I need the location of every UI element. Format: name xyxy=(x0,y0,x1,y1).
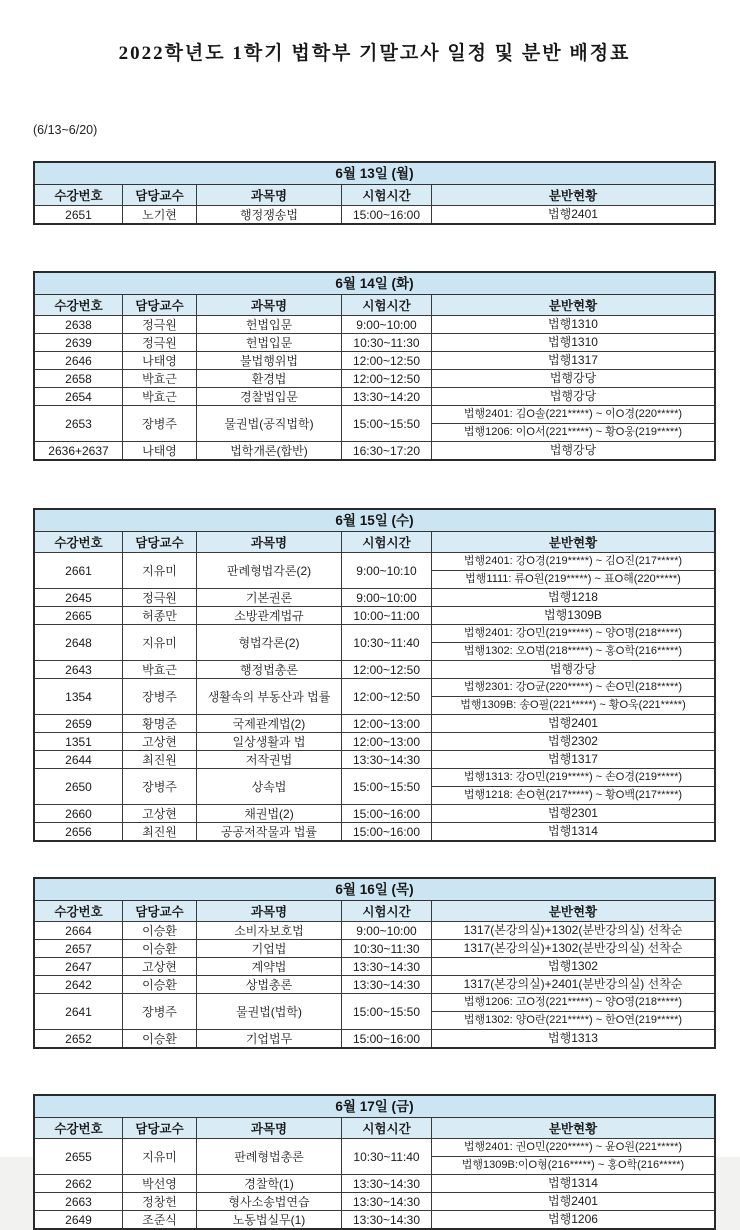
assignment-line: 법행2301: 강O균(220*****) ~ 손O민(218*****) xyxy=(463,681,683,693)
cell-exam-time: 10:30~11:40 xyxy=(342,625,432,660)
cell-course-code: 2648 xyxy=(35,625,123,660)
column-header-row xyxy=(35,532,714,553)
cell-section-assignment xyxy=(432,206,714,223)
cell-exam-time: 15:00~16:00 xyxy=(342,206,432,223)
assignment-line: 법행2401: 권O민(220*****) ~ 윤O원(221*****) xyxy=(463,1141,683,1153)
cell-course-code: 2664 xyxy=(35,922,123,939)
column-header: 수강번호 xyxy=(35,532,123,552)
cell-section-assignment xyxy=(432,625,714,660)
table-row xyxy=(35,769,714,805)
cell-section-assignment xyxy=(432,1175,714,1192)
cell-section-assignment xyxy=(432,661,714,678)
assignment-line: 법행강당 xyxy=(549,443,597,457)
cell-exam-time: 15:00~16:00 xyxy=(342,823,432,840)
cell-section-assignment xyxy=(432,1211,714,1228)
cell-section-assignment xyxy=(432,958,714,975)
column-header: 과목명 xyxy=(197,532,342,552)
table-row xyxy=(35,370,714,388)
cell-professor: 이승환 xyxy=(123,1030,197,1047)
table-row xyxy=(35,823,714,840)
column-header: 수강번호 xyxy=(35,901,123,921)
cell-exam-time: 16:30~17:20 xyxy=(342,442,432,459)
assignment-line: 법행강당 xyxy=(549,389,597,403)
cell-exam-time: 12:00~13:00 xyxy=(342,715,432,732)
cell-professor: 장병주 xyxy=(123,679,197,714)
table-day-header: 6월 13일 (월) xyxy=(35,163,714,185)
cell-section-assignment xyxy=(432,994,714,1029)
cell-section-assignment xyxy=(432,922,714,939)
cell-professor: 나태영 xyxy=(123,442,197,459)
assignment-line: 법행1302: 양O란(221*****) ~ 한O연(219*****) xyxy=(432,1011,714,1029)
cell-exam-time: 12:00~12:50 xyxy=(342,679,432,714)
cell-professor: 정극원 xyxy=(123,316,197,333)
assignment-line: 법행1313 xyxy=(548,1031,598,1045)
cell-professor: 노기현 xyxy=(123,206,197,223)
table-row xyxy=(35,589,714,607)
column-header: 수강번호 xyxy=(35,295,123,315)
column-header: 시험시간 xyxy=(342,901,432,921)
assignment-line: 법행1309B: 송O필(221*****) ~ 황O욱(221*****) xyxy=(432,696,714,714)
table-row xyxy=(35,715,714,733)
cell-course-name: 상법총론 xyxy=(197,976,342,993)
cell-section-assignment xyxy=(432,334,714,351)
assignment-line: 1317(본강의실)+2401(분반강의실) 선착순 xyxy=(463,977,683,991)
cell-course-code: 2650 xyxy=(35,769,123,804)
assignment-line: 법행1218: 손O현(217*****) ~ 황O백(217*****) xyxy=(432,786,714,804)
cell-section-assignment xyxy=(432,976,714,993)
cell-exam-time: 13:30~14:30 xyxy=(342,958,432,975)
column-header: 과목명 xyxy=(197,1118,342,1138)
cell-section-assignment xyxy=(432,553,714,588)
cell-exam-time: 12:00~13:00 xyxy=(342,733,432,750)
column-header: 과목명 xyxy=(197,185,342,205)
exam-day-table xyxy=(33,1094,716,1230)
column-header: 시험시간 xyxy=(342,295,432,315)
table-row xyxy=(35,661,714,679)
cell-section-assignment xyxy=(432,733,714,750)
table-row xyxy=(35,1175,714,1193)
table-row xyxy=(35,751,714,769)
cell-course-name: 일상생활과 법 xyxy=(197,733,342,750)
cell-course-name: 헌법입문 xyxy=(197,334,342,351)
column-header: 분반현황 xyxy=(548,189,598,203)
cell-professor: 박효근 xyxy=(123,661,197,678)
exam-day-table xyxy=(33,161,716,225)
table-row xyxy=(35,976,714,994)
cell-professor: 정극원 xyxy=(123,589,197,606)
assignment-line: 법행1310 xyxy=(548,317,598,331)
cell-course-name: 상속법 xyxy=(197,769,342,804)
column-header: 시험시간 xyxy=(342,185,432,205)
assignment-line: 법행강당 xyxy=(549,662,597,676)
cell-section-assignment xyxy=(432,769,714,804)
cell-exam-time: 13:30~14:20 xyxy=(342,388,432,405)
assignment-line: 법행2401 xyxy=(548,207,598,221)
date-range-label: (6/13~6/20) xyxy=(33,123,98,137)
cell-course-name: 환경법 xyxy=(197,370,342,387)
cell-exam-time: 10:30~11:40 xyxy=(342,1139,432,1174)
assignment-line: 법행2301 xyxy=(548,806,598,820)
cell-exam-time: 15:00~15:50 xyxy=(342,406,432,441)
cell-professor: 고상현 xyxy=(123,805,197,822)
cell-course-name: 생활속의 부동산과 법률 xyxy=(197,679,342,714)
assignment-line: 법행1206: 이O서(221*****) ~ 황O웅(219*****) xyxy=(432,423,714,441)
column-header: 분반현황 xyxy=(548,536,598,550)
column-header: 수강번호 xyxy=(35,185,123,205)
cell-course-name: 소비자보호법 xyxy=(197,922,342,939)
cell-professor: 지유미 xyxy=(123,553,197,588)
cell-professor: 지유미 xyxy=(123,1139,197,1174)
assignment-line: 법행1111: 류O원(219*****) ~ 표O해(220*****) xyxy=(432,570,714,588)
assignment-line: 법행2302 xyxy=(548,734,598,748)
cell-professor: 박효근 xyxy=(123,370,197,387)
cell-exam-time: 9:00~10:00 xyxy=(342,316,432,333)
cell-section-assignment xyxy=(432,442,714,459)
cell-section-assignment xyxy=(432,316,714,333)
table-row xyxy=(35,352,714,370)
cell-exam-time: 12:00~12:50 xyxy=(342,352,432,369)
cell-exam-time: 13:30~14:30 xyxy=(342,1175,432,1192)
cell-professor: 박효근 xyxy=(123,388,197,405)
column-header: 시험시간 xyxy=(342,532,432,552)
cell-course-name: 기업법무 xyxy=(197,1030,342,1047)
column-header: 담당교수 xyxy=(123,295,197,315)
cell-course-code: 2662 xyxy=(35,1175,123,1192)
exam-tables-container xyxy=(33,161,716,1230)
cell-professor: 지유미 xyxy=(123,625,197,660)
cell-course-name: 기업법 xyxy=(197,940,342,957)
cell-section-assignment xyxy=(432,1193,714,1210)
cell-professor: 이승환 xyxy=(123,976,197,993)
cell-course-code: 2643 xyxy=(35,661,123,678)
cell-course-name: 국제관계법(2) xyxy=(197,715,342,732)
cell-course-code: 2665 xyxy=(35,607,123,624)
cell-professor: 박선영 xyxy=(123,1175,197,1192)
table-row xyxy=(35,733,714,751)
assignment-line: 법행1317 xyxy=(548,752,598,766)
cell-course-code: 2655 xyxy=(35,1139,123,1174)
column-header: 담당교수 xyxy=(123,901,197,921)
cell-course-name: 형사소송법연습 xyxy=(197,1193,342,1210)
assignment-line: 법행1309B xyxy=(544,608,602,622)
cell-course-code: 2663 xyxy=(35,1193,123,1210)
table-row xyxy=(35,334,714,352)
cell-section-assignment xyxy=(432,352,714,369)
assignment-line: 법행1310 xyxy=(548,335,598,349)
cell-course-name: 경찰학(1) xyxy=(197,1175,342,1192)
column-header: 담당교수 xyxy=(123,185,197,205)
cell-course-code: 2653 xyxy=(35,406,123,441)
cell-course-name: 판례형법각론(2) xyxy=(197,553,342,588)
cell-exam-time: 15:00~15:50 xyxy=(342,769,432,804)
cell-course-code: 2656 xyxy=(35,823,123,840)
cell-section-assignment xyxy=(432,1030,714,1047)
cell-exam-time: 13:30~14:30 xyxy=(342,1193,432,1210)
cell-section-assignment xyxy=(432,823,714,840)
assignment-line: 법행1206: 고O정(221*****) ~ 양O영(218*****) xyxy=(463,996,683,1008)
cell-course-code: 2641 xyxy=(35,994,123,1029)
assignment-line: 법행1314 xyxy=(548,824,598,838)
cell-course-name: 경찰법입문 xyxy=(197,388,342,405)
page-title: 2022학년도 1학기 법학부 기말고사 일정 및 분반 배정표 xyxy=(118,43,631,64)
cell-professor: 최진원 xyxy=(123,823,197,840)
cell-course-code: 2651 xyxy=(35,206,123,223)
cell-section-assignment xyxy=(432,679,714,714)
table-day-header: 6월 17일 (금) xyxy=(35,1096,714,1118)
cell-course-name: 계약법 xyxy=(197,958,342,975)
assignment-line: 법행1309B:이O형(216*****) ~ 홍O학(216*****) xyxy=(432,1156,714,1174)
table-row xyxy=(35,388,714,406)
assignment-line: 법행강당 xyxy=(549,371,597,385)
table-row xyxy=(35,958,714,976)
cell-course-code: 2639 xyxy=(35,334,123,351)
assignment-line: 1317(본강의실)+1302(분반강의실) 선착순 xyxy=(463,923,683,937)
cell-section-assignment xyxy=(432,751,714,768)
cell-professor: 이승환 xyxy=(123,922,197,939)
cell-course-code: 2649 xyxy=(35,1211,123,1228)
cell-section-assignment xyxy=(432,370,714,387)
table-row xyxy=(35,442,714,459)
cell-professor: 이승환 xyxy=(123,940,197,957)
cell-section-assignment xyxy=(432,388,714,405)
cell-section-assignment xyxy=(432,805,714,822)
table-row xyxy=(35,1030,714,1047)
cell-course-name: 법학개론(합반) xyxy=(197,442,342,459)
cell-section-assignment xyxy=(432,940,714,957)
cell-course-code: 2646 xyxy=(35,352,123,369)
table-row xyxy=(35,994,714,1030)
table-row xyxy=(35,625,714,661)
cell-professor: 조준식 xyxy=(123,1211,197,1228)
cell-professor: 최진원 xyxy=(123,751,197,768)
cell-professor: 황명준 xyxy=(123,715,197,732)
cell-course-code: 1354 xyxy=(35,679,123,714)
table-row xyxy=(35,940,714,958)
cell-course-code: 2652 xyxy=(35,1030,123,1047)
cell-course-name: 기본권론 xyxy=(197,589,342,606)
assignment-line: 법행1314 xyxy=(548,1176,598,1190)
cell-course-code: 2661 xyxy=(35,553,123,588)
cell-course-name: 불법행위법 xyxy=(197,352,342,369)
assignment-line: 법행1218 xyxy=(548,590,598,604)
cell-professor: 고상현 xyxy=(123,733,197,750)
assignment-line: 법행1302: 오O범(218*****) ~ 홍O학(216*****) xyxy=(432,642,714,660)
cell-exam-time: 9:00~10:10 xyxy=(342,553,432,588)
cell-professor: 고상현 xyxy=(123,958,197,975)
cell-course-code: 2659 xyxy=(35,715,123,732)
cell-course-code: 2647 xyxy=(35,958,123,975)
cell-course-code: 2644 xyxy=(35,751,123,768)
cell-exam-time: 12:00~12:50 xyxy=(342,661,432,678)
column-header-row xyxy=(35,1118,714,1139)
column-header-row xyxy=(35,901,714,922)
cell-exam-time: 10:30~11:30 xyxy=(342,940,432,957)
column-header: 분반현황 xyxy=(548,299,598,313)
cell-section-assignment xyxy=(432,607,714,624)
cell-exam-time: 9:00~10:00 xyxy=(342,589,432,606)
table-row xyxy=(35,805,714,823)
exam-day-table xyxy=(33,877,716,1049)
column-header: 분반현황 xyxy=(548,1122,598,1136)
cell-course-code: 2654 xyxy=(35,388,123,405)
assignment-line: 법행1317 xyxy=(548,353,598,367)
table-row xyxy=(35,406,714,442)
table-row xyxy=(35,1211,714,1228)
cell-course-code: 2657 xyxy=(35,940,123,957)
column-header-row xyxy=(35,295,714,316)
cell-course-code: 1351 xyxy=(35,733,123,750)
assignment-line: 법행2401 xyxy=(548,716,598,730)
cell-section-assignment xyxy=(432,715,714,732)
table-day-header: 6월 14일 (화) xyxy=(35,273,714,295)
assignment-line: 법행1313: 강O민(219*****) ~ 손O경(219*****) xyxy=(463,771,683,783)
assignment-line: 1317(본강의실)+1302(분반강의실) 선착순 xyxy=(463,941,683,955)
cell-exam-time: 13:30~14:30 xyxy=(342,1211,432,1228)
cell-course-name: 소방관계법규 xyxy=(197,607,342,624)
cell-course-code: 2658 xyxy=(35,370,123,387)
cell-section-assignment xyxy=(432,589,714,606)
cell-course-name: 저작권법 xyxy=(197,751,342,768)
table-day-header: 6월 15일 (수) xyxy=(35,510,714,532)
cell-exam-time: 12:00~12:50 xyxy=(342,370,432,387)
column-header: 담당교수 xyxy=(123,1118,197,1138)
cell-course-name: 공공저작물과 법률 xyxy=(197,823,342,840)
cell-exam-time: 9:00~10:00 xyxy=(342,922,432,939)
cell-exam-time: 10:00~11:00 xyxy=(342,607,432,624)
table-day-header: 6월 16일 (목) xyxy=(35,879,714,901)
cell-course-name: 헌법입문 xyxy=(197,316,342,333)
column-header: 수강번호 xyxy=(35,1118,123,1138)
table-row xyxy=(35,679,714,715)
table-row xyxy=(35,1193,714,1211)
cell-exam-time: 13:30~14:30 xyxy=(342,976,432,993)
exam-day-table xyxy=(33,508,716,842)
cell-exam-time: 15:00~16:00 xyxy=(342,1030,432,1047)
cell-professor: 장병주 xyxy=(123,406,197,441)
cell-professor: 나태영 xyxy=(123,352,197,369)
assignment-line: 법행1206 xyxy=(548,1212,598,1226)
cell-course-code: 2642 xyxy=(35,976,123,993)
cell-course-name: 물권법(공직법학) xyxy=(197,406,342,441)
cell-course-name: 물권법(법학) xyxy=(197,994,342,1029)
table-row xyxy=(35,922,714,940)
cell-exam-time: 13:30~14:30 xyxy=(342,751,432,768)
cell-professor: 장병주 xyxy=(123,769,197,804)
column-header: 분반현황 xyxy=(548,905,598,919)
column-header: 담당교수 xyxy=(123,532,197,552)
cell-course-code: 2660 xyxy=(35,805,123,822)
assignment-line: 법행2401 xyxy=(548,1194,598,1208)
cell-course-name: 채권법(2) xyxy=(197,805,342,822)
exam-day-table xyxy=(33,271,716,461)
column-header-row xyxy=(35,185,714,206)
table-row xyxy=(35,553,714,589)
cell-course-name: 형법각론(2) xyxy=(197,625,342,660)
cell-course-code: 2638 xyxy=(35,316,123,333)
cell-professor: 장병주 xyxy=(123,994,197,1029)
table-row xyxy=(35,1139,714,1175)
cell-course-code: 2636+2637 xyxy=(35,442,123,459)
assignment-line: 법행2401: 강O민(219*****) ~ 양O명(218*****) xyxy=(463,627,683,639)
cell-course-code: 2645 xyxy=(35,589,123,606)
cell-professor: 정창헌 xyxy=(123,1193,197,1210)
cell-course-name: 노동법실무(1) xyxy=(197,1211,342,1228)
table-row xyxy=(35,206,714,223)
assignment-line: 법행1302 xyxy=(548,959,598,973)
cell-section-assignment xyxy=(432,406,714,441)
cell-professor: 허종만 xyxy=(123,607,197,624)
cell-professor: 정극원 xyxy=(123,334,197,351)
cell-course-name: 행정쟁송법 xyxy=(197,206,342,223)
table-row xyxy=(35,607,714,625)
assignment-line: 법행2401: 김O솔(221*****) ~ 이O경(220*****) xyxy=(463,408,683,420)
cell-course-name: 판례형법총론 xyxy=(197,1139,342,1174)
assignment-line: 법행2401: 강O경(219*****) ~ 김O진(217*****) xyxy=(463,555,683,567)
cell-exam-time: 15:00~16:00 xyxy=(342,805,432,822)
cell-course-name: 행정법총론 xyxy=(197,661,342,678)
column-header: 시험시간 xyxy=(342,1118,432,1138)
cell-exam-time: 10:30~11:30 xyxy=(342,334,432,351)
table-row xyxy=(35,316,714,334)
column-header: 과목명 xyxy=(197,901,342,921)
column-header: 과목명 xyxy=(197,295,342,315)
cell-exam-time: 15:00~15:50 xyxy=(342,994,432,1029)
